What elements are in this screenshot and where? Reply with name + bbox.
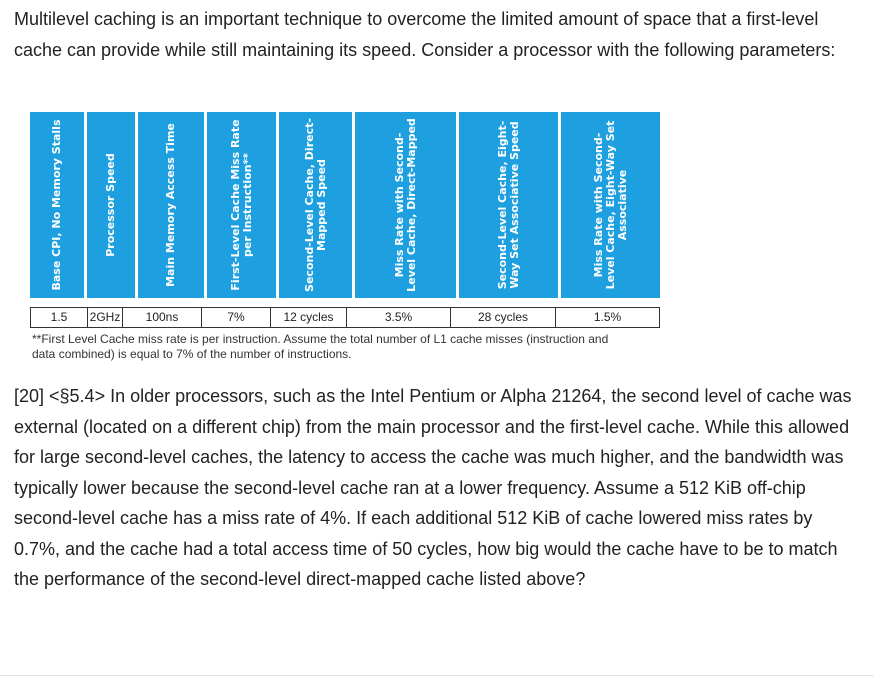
value-base-cpi: 1.5 [31,308,88,327]
header-base-cpi [30,112,84,298]
header-l1-miss-rate [207,112,276,298]
table-footnote: **First Level Cache miss rate is per instruction. Assume the total number of L1 cache misses (instruction and data combined) is equal to 7% of the number of instructions. [32,332,609,361]
header-label: Second-Level Cache, Direct-Mapped Speed [302,118,328,292]
header-l2-direct-miss-rate [355,112,456,298]
header-label: First-Level Cache Miss Rate per Instruction** [228,119,254,291]
header-label: Second-Level Cache, Eight-Way Set Associative Speed [495,120,521,290]
header-label: Processor Speed [104,153,117,257]
table-header-row [30,112,660,298]
header-l2-8way-miss-rate [561,112,660,298]
header-main-memory-access [138,112,204,298]
header-label: Miss Rate with Second-Level Cache, Direct-Mapped [392,118,418,292]
value-l2-direct-miss-rate: 3.5% [347,308,451,327]
header-l2-direct-speed [279,112,352,298]
value-l2-8way-miss-rate: 1.5% [593,310,622,324]
header-label: Base CPI, No Memory Stalls [50,119,63,291]
value-processor-speed: 2GHz [88,308,123,327]
value-main-memory-access: 100ns [123,308,202,327]
value-l2-8way-speed: 28 cycles [451,308,556,327]
header-label: Main Memory Access Time [164,123,177,287]
value-l1-miss-rate: 7% [202,308,271,327]
header-l2-8way-speed [459,112,558,298]
divider [0,675,874,676]
table-values-row [30,307,660,328]
value-l2-direct-speed: 12 cycles [271,308,347,327]
intro-paragraph: Multilevel caching is an important technique to overcome the limited amount of space that a first-level cache can provide while still maintaining its speed. Consider a processor with the following parameters: [14,9,836,60]
question-paragraph: [20] <§5.4> In older processors, such as the Intel Pentium or Alpha 21264, the second level of cache was external (located on a different chip) from the main processor and the first-level cache. While this allowed for large second-level caches, the latency to access the cache was much higher, and the bandwidth was typically lower because the second-level cache ran at a lower frequency. Assume a 512 KiB off-chip second-level cache has a miss rate of 4%. If each additional 512 KiB of cache lowered miss rates by 0.7%, and the cache had a total access time of 50 cycles, how big would the cache have to be to match the performance of the second-level direct-mapped cache listed above? [14,386,852,589]
header-label: Miss Rate with Second-Level Cache, Eight-Way Set Associative [591,120,629,290]
header-processor-speed [87,112,135,298]
